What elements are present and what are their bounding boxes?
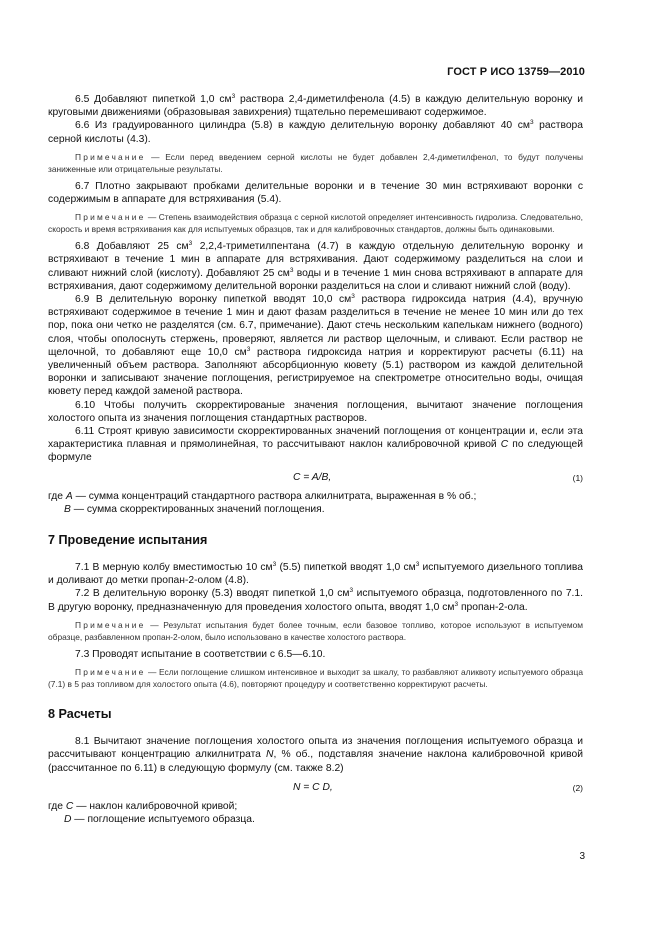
paragraph-7-2: 7.2 В делительную воронку (5.3) вводят пипеткой 1,0 $см^3$ испытуемого образца, подготовленного по 7.1. В другую воронку, предназначенную для проведения холостого опыта, вводят 1,0 $см^3$ пропан-2-ола. <box>48 587 583 613</box>
paragraph-6-10: 6.10 Чтобы получить скорректированые значения поглощения, вычитают значение поглощения холостого опыта из значения поглощения стандартных растворов. <box>48 399 583 424</box>
note-6-7: Примечание — Степень взаимодействия образца с серной кислотой определяет интенсивность гидролиза. Следовательно, скорость и время встряхивания как для испытуемых образцов, так и для калибровочных стандартов, должны быть одинаковыми. <box>48 212 583 235</box>
note-6-6: Примечание — Если перед введением серной кислоты не будет добавлен 2,4-диметилфенол, то будут получены заниженные или отрицательные результаты. <box>48 151 583 174</box>
formula-1-legend <box>48 490 583 516</box>
paragraph-6-5: 6.5 Добавляют пипеткой 1,0 $см^3$ раствора 2,4-диметилфенола (4.5) в каждую делительную воронку и круговыми движениями (образовывая завихрения) тщательно перемешивают содержимое. <box>48 93 583 119</box>
paragraph-7-3: 7.3 Проводят испытание в соответствии с 6.5—6.10. <box>75 648 326 660</box>
legend-item-c: где C — наклон калибровочной кривой; <box>48 800 238 812</box>
formula-1-number: (1) <box>572 472 583 483</box>
section-7-heading: 7 Проведение испытания <box>48 533 208 548</box>
paragraph-6-9: 6.9 В делительную воронку пипеткой вводят 10,0 $см^3$ раствора гидроксида натрия (4.4), вручную встряхивают содержимое в течение 1 мин и дают фазам разделиться в течение не менее 10 мин или до тех пор, пока они четко не разделятся (см. 6.7, примечание). Дают стечь нескольким капелькам нижнего (водного) слоя, чтобы ополоснуть стержень, проверяют, является ли раствор щелочным, и сливают. Если раствор не щелочной, то добавляют еще 10,0 $см^3$ раствора гидроксида натрия и корректируют расчеты (6.11) на увеличенный объем раствора. Заполняют абсорбционную кювету (5.1) раствором из каждой делительной воронки и записывают значение поглощения, регистрируемое на спектрометре относительно воды, очищая кювету перед каждой заменой раствора. <box>48 293 584 398</box>
paragraph-7-1: 7.1 В мерную колбу вместимостью 10 $см^3$ (5.5) пипеткой вводят 1,0 $см^3$ испытуемого дизельного топлива и доливают до метки пропан-2-олом (4.8). <box>48 561 583 587</box>
note-7-2: Примечание — Результат испытания будет более точным, если базовое топливо, которое используют в испытуемом образце, разбавленном пропан-2-олом, было использовано в качестве холостого раствора. <box>48 619 583 642</box>
paragraph-8-1: 8.1 Вычитают значение поглощения холостого опыта из значения поглощения испытуемого образца и рассчитывают концентрацию алкилнитрата N, % об., подставляя значение наклона калибровочной кривой (рассчитанное по 6.11) в следующую формулу (см. также 8.2) <box>48 736 583 774</box>
paragraph-6-6: 6.6 Из градуированного цилиндра (5.8) в каждую делительную воронку добавляют 40 $см^3$ раствора серной кислоты (4.3). <box>48 119 583 145</box>
note-7-3: Примечание — Если поглощение слишком интенсивное и выходит за шкалу, то разбавляют аликвоту испытуемого образца (7.1) в 5 раз топливом для холостого опыта (4.6), повторяют процедуру и соответственно корректируют расчеты. <box>48 667 583 690</box>
legend-item-d: D — поглощение испытуемого образца. <box>64 813 255 825</box>
section-8-heading: 8 Расчеты <box>48 707 112 722</box>
formula-2-expression: N = C D, <box>293 781 333 793</box>
formula-1-expression: C = A/B, <box>293 471 332 483</box>
paragraph-6-8: 6.8 Добавляют 25 $см^3$ 2,2,4-триметилпентана (4.7) в каждую отдельную делительную воронку и встряхивают в течение 1 мин в аппарате для встряхивания. Дают содержимому разделиться на слои и сливают нижний слой (кислоту). Добавляют 25 $см^3$ воды и в течение 1 мин снова встряхивают в аппарате для встряхивания, дают содержимому делительной воронки разделиться на слои и сливают нижний слой (воду). <box>48 240 584 292</box>
formula-2 <box>48 781 583 796</box>
formula-2-legend <box>48 800 583 826</box>
paragraph-6-11: 6.11 Строят кривую зависимости скорректированных значений поглощения от концентрации и, если эта характеристика плавная и прямолинейная, то рассчитывают наклон калибровочной кривой C по следующей формуле <box>48 426 583 464</box>
page-number: 3 <box>579 851 585 862</box>
standard-header: ГОСТ Р ИСО 13759—2010 <box>447 66 585 78</box>
paragraph-6-7: 6.7 Плотно закрывают пробками делительные воронки и в течение 30 мин встряхивают воронки с содержимым в аппарате для встряхивания (5.4). <box>48 180 583 206</box>
legend-item-b: B — сумма скорректированных значений поглощения. <box>64 503 325 515</box>
legend-item-a: где A — сумма концентраций стандартного раствора алкилнитрата, выраженная в % об.; <box>48 490 477 502</box>
page-content <box>48 93 583 826</box>
formula-2-number: (2) <box>572 782 583 793</box>
formula-1 <box>48 471 583 486</box>
